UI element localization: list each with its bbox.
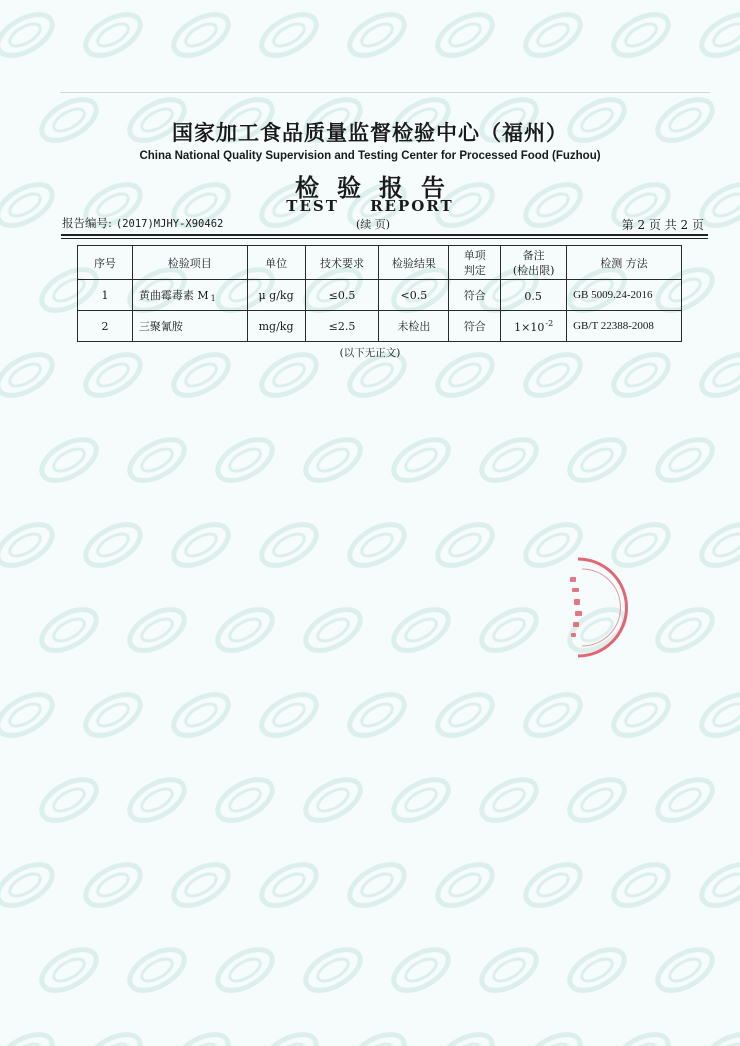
report-number-label: 报告编号: [62,216,112,230]
cell-requirement: ≤0.5 [305,280,379,311]
col-header-no: 序号 [78,246,133,280]
end-of-text-note: (以下无正文) [339,347,401,359]
item-name: 三聚氰胺 [138,320,183,333]
cell-requirement: ≤2.5 [305,311,379,342]
table-header-row [78,246,682,280]
col-header-item: 检验项目 [132,246,247,280]
cell-remark [501,311,567,342]
cell-result: 未检出 [379,311,449,342]
header-rule-thick [61,234,708,236]
results-table [77,245,682,342]
official-seal-icon [560,555,630,660]
cell-judgement: 符合 [449,280,501,311]
org-name-en: China National Quality Supervision and Testing Center for Processed Food (Fuzhou) [139,150,601,162]
header-divider [60,92,710,93]
item-name: 黄曲霉毒素 M [138,289,209,302]
report-title-cn: 检验报告 [295,173,463,202]
remark-value: 1×10 [514,320,545,334]
org-name-cn: 国家加工食品质量监督检验中心（福州） [172,120,568,145]
item-subscript: 1 [210,294,216,303]
report-number [62,215,223,231]
continued-label: (续 页) [356,218,391,231]
cell-unit: μ g/kg [247,280,305,311]
cell-unit: mg/kg [247,311,305,342]
report-number-value: (2017)MJHY-X90462 [115,218,224,230]
cell-method: GB/T 22388-2008 [567,311,682,342]
cell-method: GB 5009.24-2016 [567,280,682,311]
cell-judgement: 符合 [449,311,501,342]
col-header-remark: 备注 (检出限) [501,246,567,280]
col-header-result: 检验结果 [379,246,449,280]
table-row [78,280,682,311]
col-header-judgement: 单项 判定 [449,246,501,280]
page-indicator: 第 2 页 共 2 页 [621,218,704,232]
cell-no: 2 [78,311,133,342]
cell-item [132,280,247,311]
remark-exponent: -2 [545,318,554,328]
header-rule-thin [61,238,708,239]
remark-value: 0.5 [524,289,542,303]
cell-remark [501,280,567,311]
report-title-en: TEST REPORT [286,197,454,215]
table-row [78,311,682,342]
cell-no: 1 [78,280,133,311]
cell-item [132,311,247,342]
col-header-unit: 单位 [247,246,305,280]
col-header-requirement: 技术要求 [305,246,379,280]
col-header-method: 检测 方法 [567,246,682,280]
cell-result: <0.5 [379,280,449,311]
